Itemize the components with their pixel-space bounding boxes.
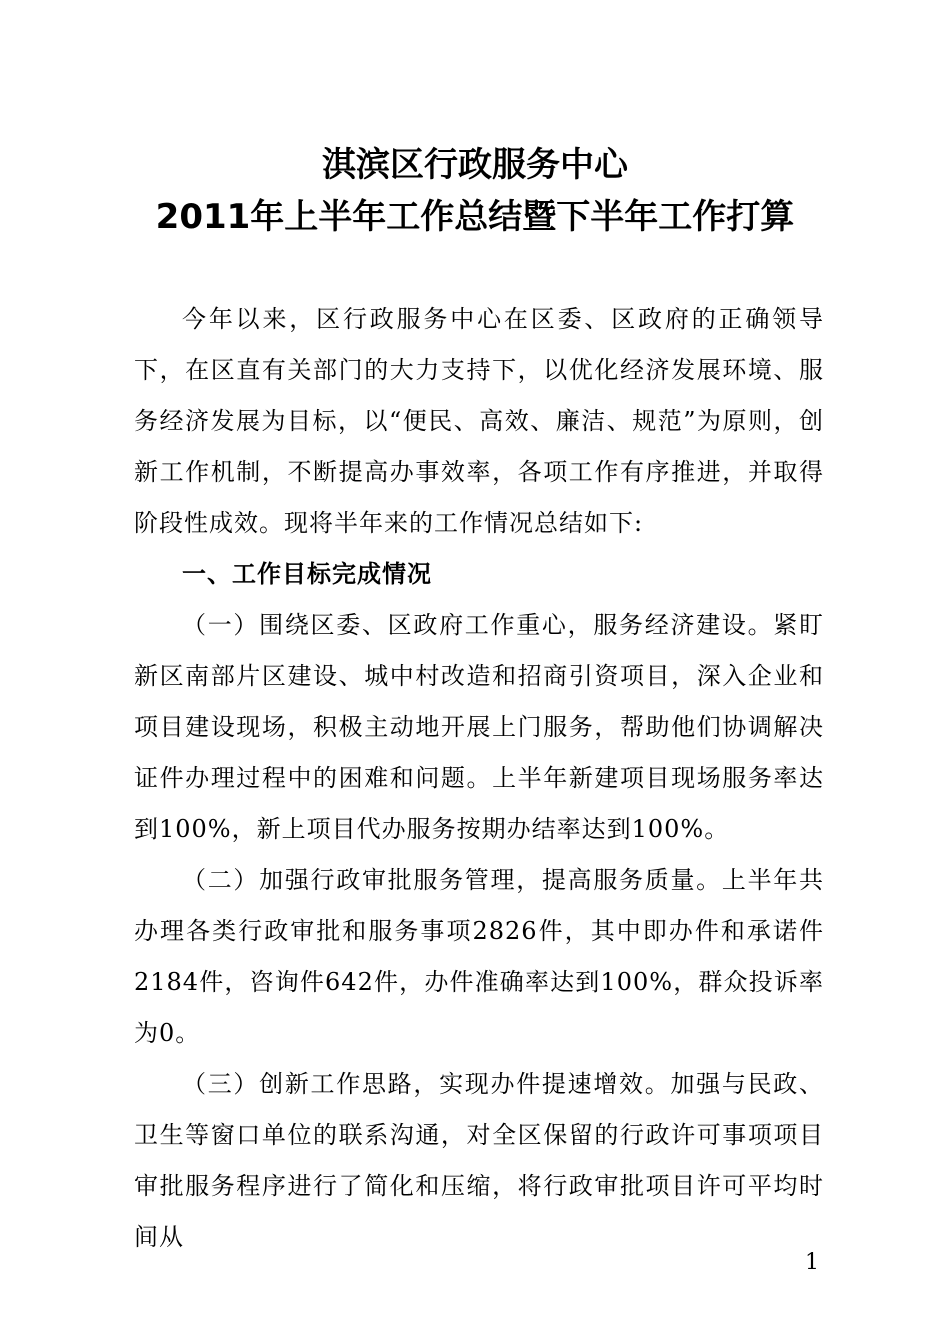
section-heading: 一、工作目标完成情况 <box>182 560 432 588</box>
document-title-line-1: 淇滨区行政服务中心 <box>322 145 628 185</box>
paragraph-item-3: （三）创新工作思路，实现办件提速增效。加强与民政、卫生等窗口单位的联系沟通，对全区保留的行政许可事项项目审批服务程序进行了简化和压缩，将行政审批项目许可平均时间从 <box>134 1070 824 1251</box>
page-number: 1 <box>805 1250 819 1275</box>
paragraph-item-1: （一）围绕区委、区政府工作重心，服务经济建设。紧盯新区南部片区建设、城中村改造和招商引资项目，深入企业和项目建设现场，积极主动地开展上门服务，帮助他们协调解决证件办理过程中的困难和问题。上半年新建项目现场服务率达到100%，新上项目代办服务按期办结率达到100%。 <box>134 611 824 843</box>
document-title-line-2: 2011年上半年工作总结暨下半年工作打算 <box>155 197 795 237</box>
intro-paragraph-block <box>134 294 824 1263</box>
intro-paragraph: 今年以来，区行政服务中心在区委、区政府的正确领导下，在区直有关部门的大力支持下，以优化经济发展环境、服务经济发展为目标，以“便民、高效、廉洁、规范”为原则，创新工作机制，不断提高办事效率，各项工作有序推进，并取得阶段性成效。现将半年来的工作情况总结如下: <box>134 305 824 537</box>
paragraph-item-2: （二）加强行政审批服务管理，提高服务质量。上半年共办理各类行政审批和服务事项2826件，其中即办件和承诺件2184件，咨询件642件，办件准确率达到100%，群众投诉率为0。 <box>134 866 824 1047</box>
